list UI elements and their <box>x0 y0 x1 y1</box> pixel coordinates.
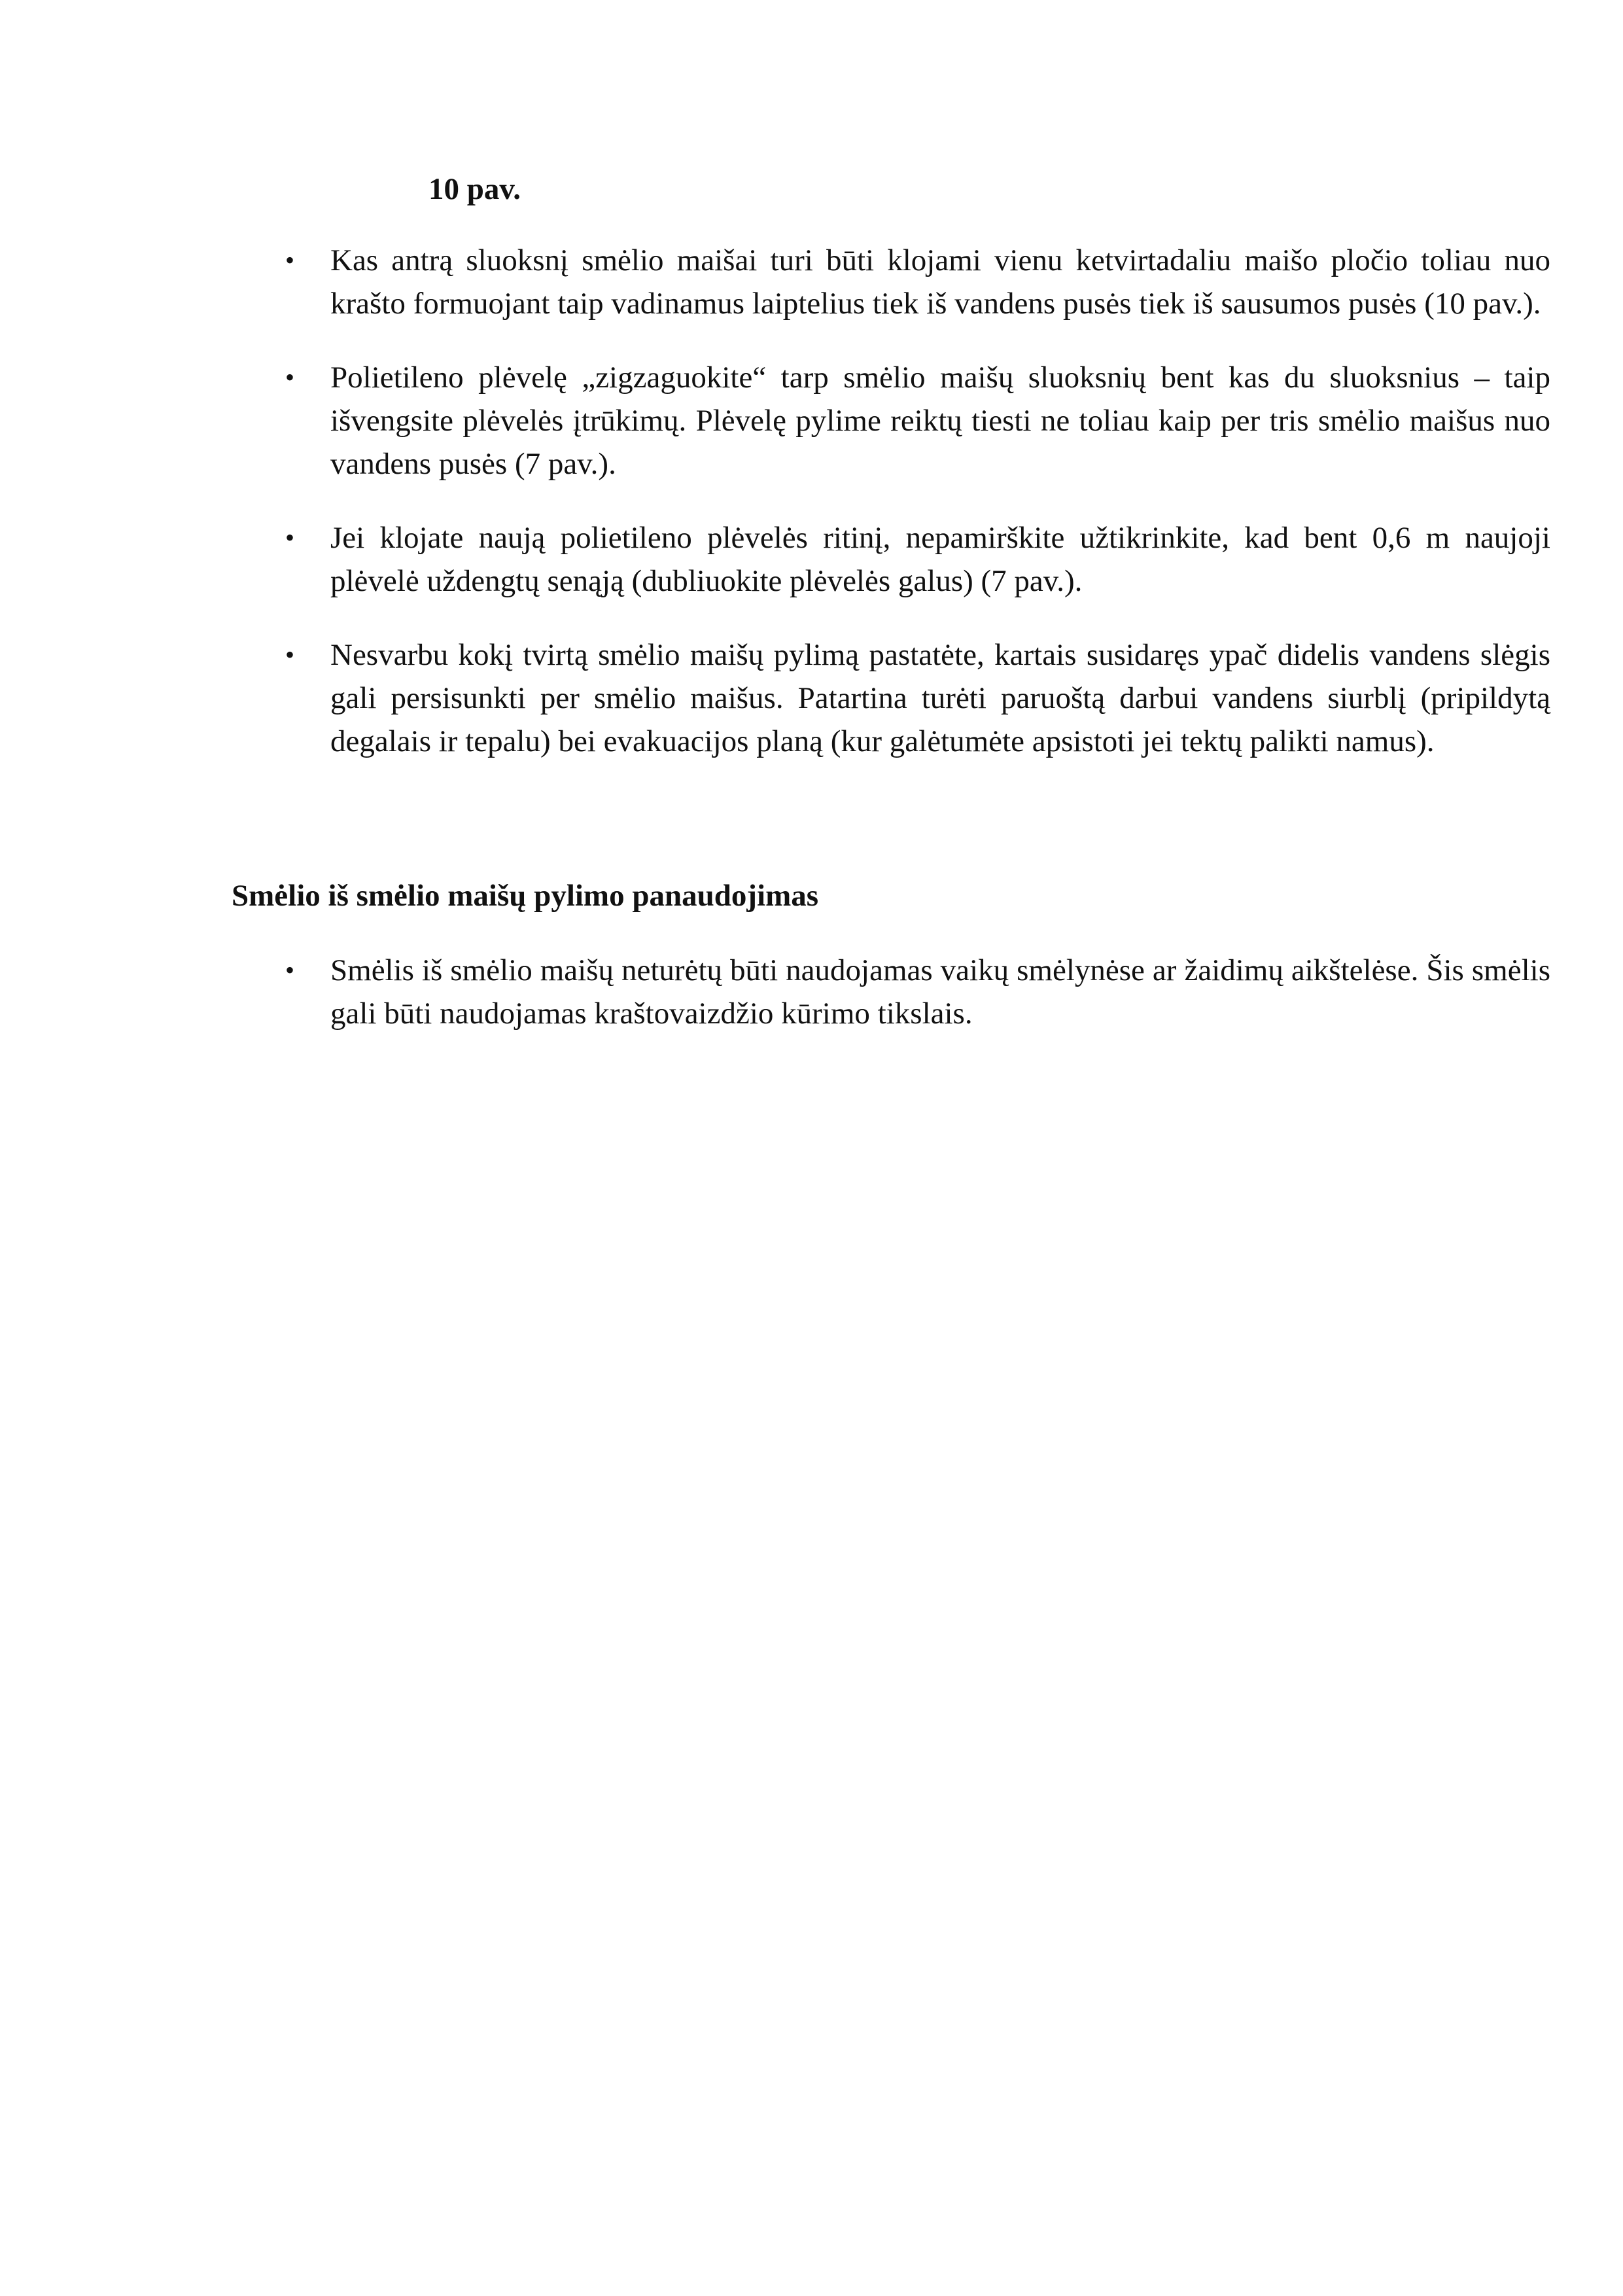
list-item-text: Jei klojate naują polietileno plėvelės ritinį, nepamirškite užtikrinkite, kad bent 0,6 m naujoji plėvelė uždengtų senąją (dubliuokite plėvelės galus) (7 pav.). <box>330 521 1550 598</box>
list-item-text: Nesvarbu kokį tvirtą smėlio maišų pylimą pastatėte, kartais susidaręs ypač didelis vandens slėgis gali persisunkti per smėlio maišus. Patartina turėti paruoštą darbui vandens siurblį (pripildytą degalais ir tepalu) bei evakuacijos planą (kur galėtumėte apsistoti jei tektų palikti namus). <box>330 638 1550 758</box>
bullet-icon: • <box>285 523 295 552</box>
list-item <box>275 239 1550 325</box>
section-heading: Smėlio iš smėlio maišų pylimo panaudojimas <box>232 879 819 913</box>
bullet-list <box>275 239 1550 794</box>
bullet-icon: • <box>285 640 295 669</box>
list-item <box>275 516 1550 603</box>
bullet-icon: • <box>285 362 295 392</box>
list-item <box>275 633 1550 763</box>
list-item <box>275 356 1550 486</box>
list-item-text: Kas antrą sluoksnį smėlio maišai turi būti klojami vienu ketvirtadaliu maišo pločio toliau nuo krašto formuojant taip vadinamus laiptelius tiek iš vandens pusės tiek iš sausumos pusės (10 pav.). <box>330 243 1550 321</box>
bullet-icon: • <box>285 955 295 985</box>
bullet-icon: • <box>285 245 295 275</box>
list-item-text: Polietileno plėvelę „zigzaguokite“ tarp smėlio maišų sluoksnių bent kas du sluoksnius – taip išvengsite plėvelės įtrūkimų. Plėvelę pylime reiktų tiesti ne toliau kaip per tris smėlio maišus nuo vandens pusės (7 pav.). <box>330 361 1550 481</box>
list-item-text: Smėlis iš smėlio maišų neturėtų būti naudojamas vaikų smėlynėse ar žaidimų aikštelėse. Šis smėlis gali būti naudojamas kraštovaizdžio kūrimo tikslais. <box>330 953 1550 1031</box>
figure-caption: 10 pav. <box>428 172 521 206</box>
section-bullet-list <box>275 949 1550 1066</box>
list-item <box>275 949 1550 1035</box>
